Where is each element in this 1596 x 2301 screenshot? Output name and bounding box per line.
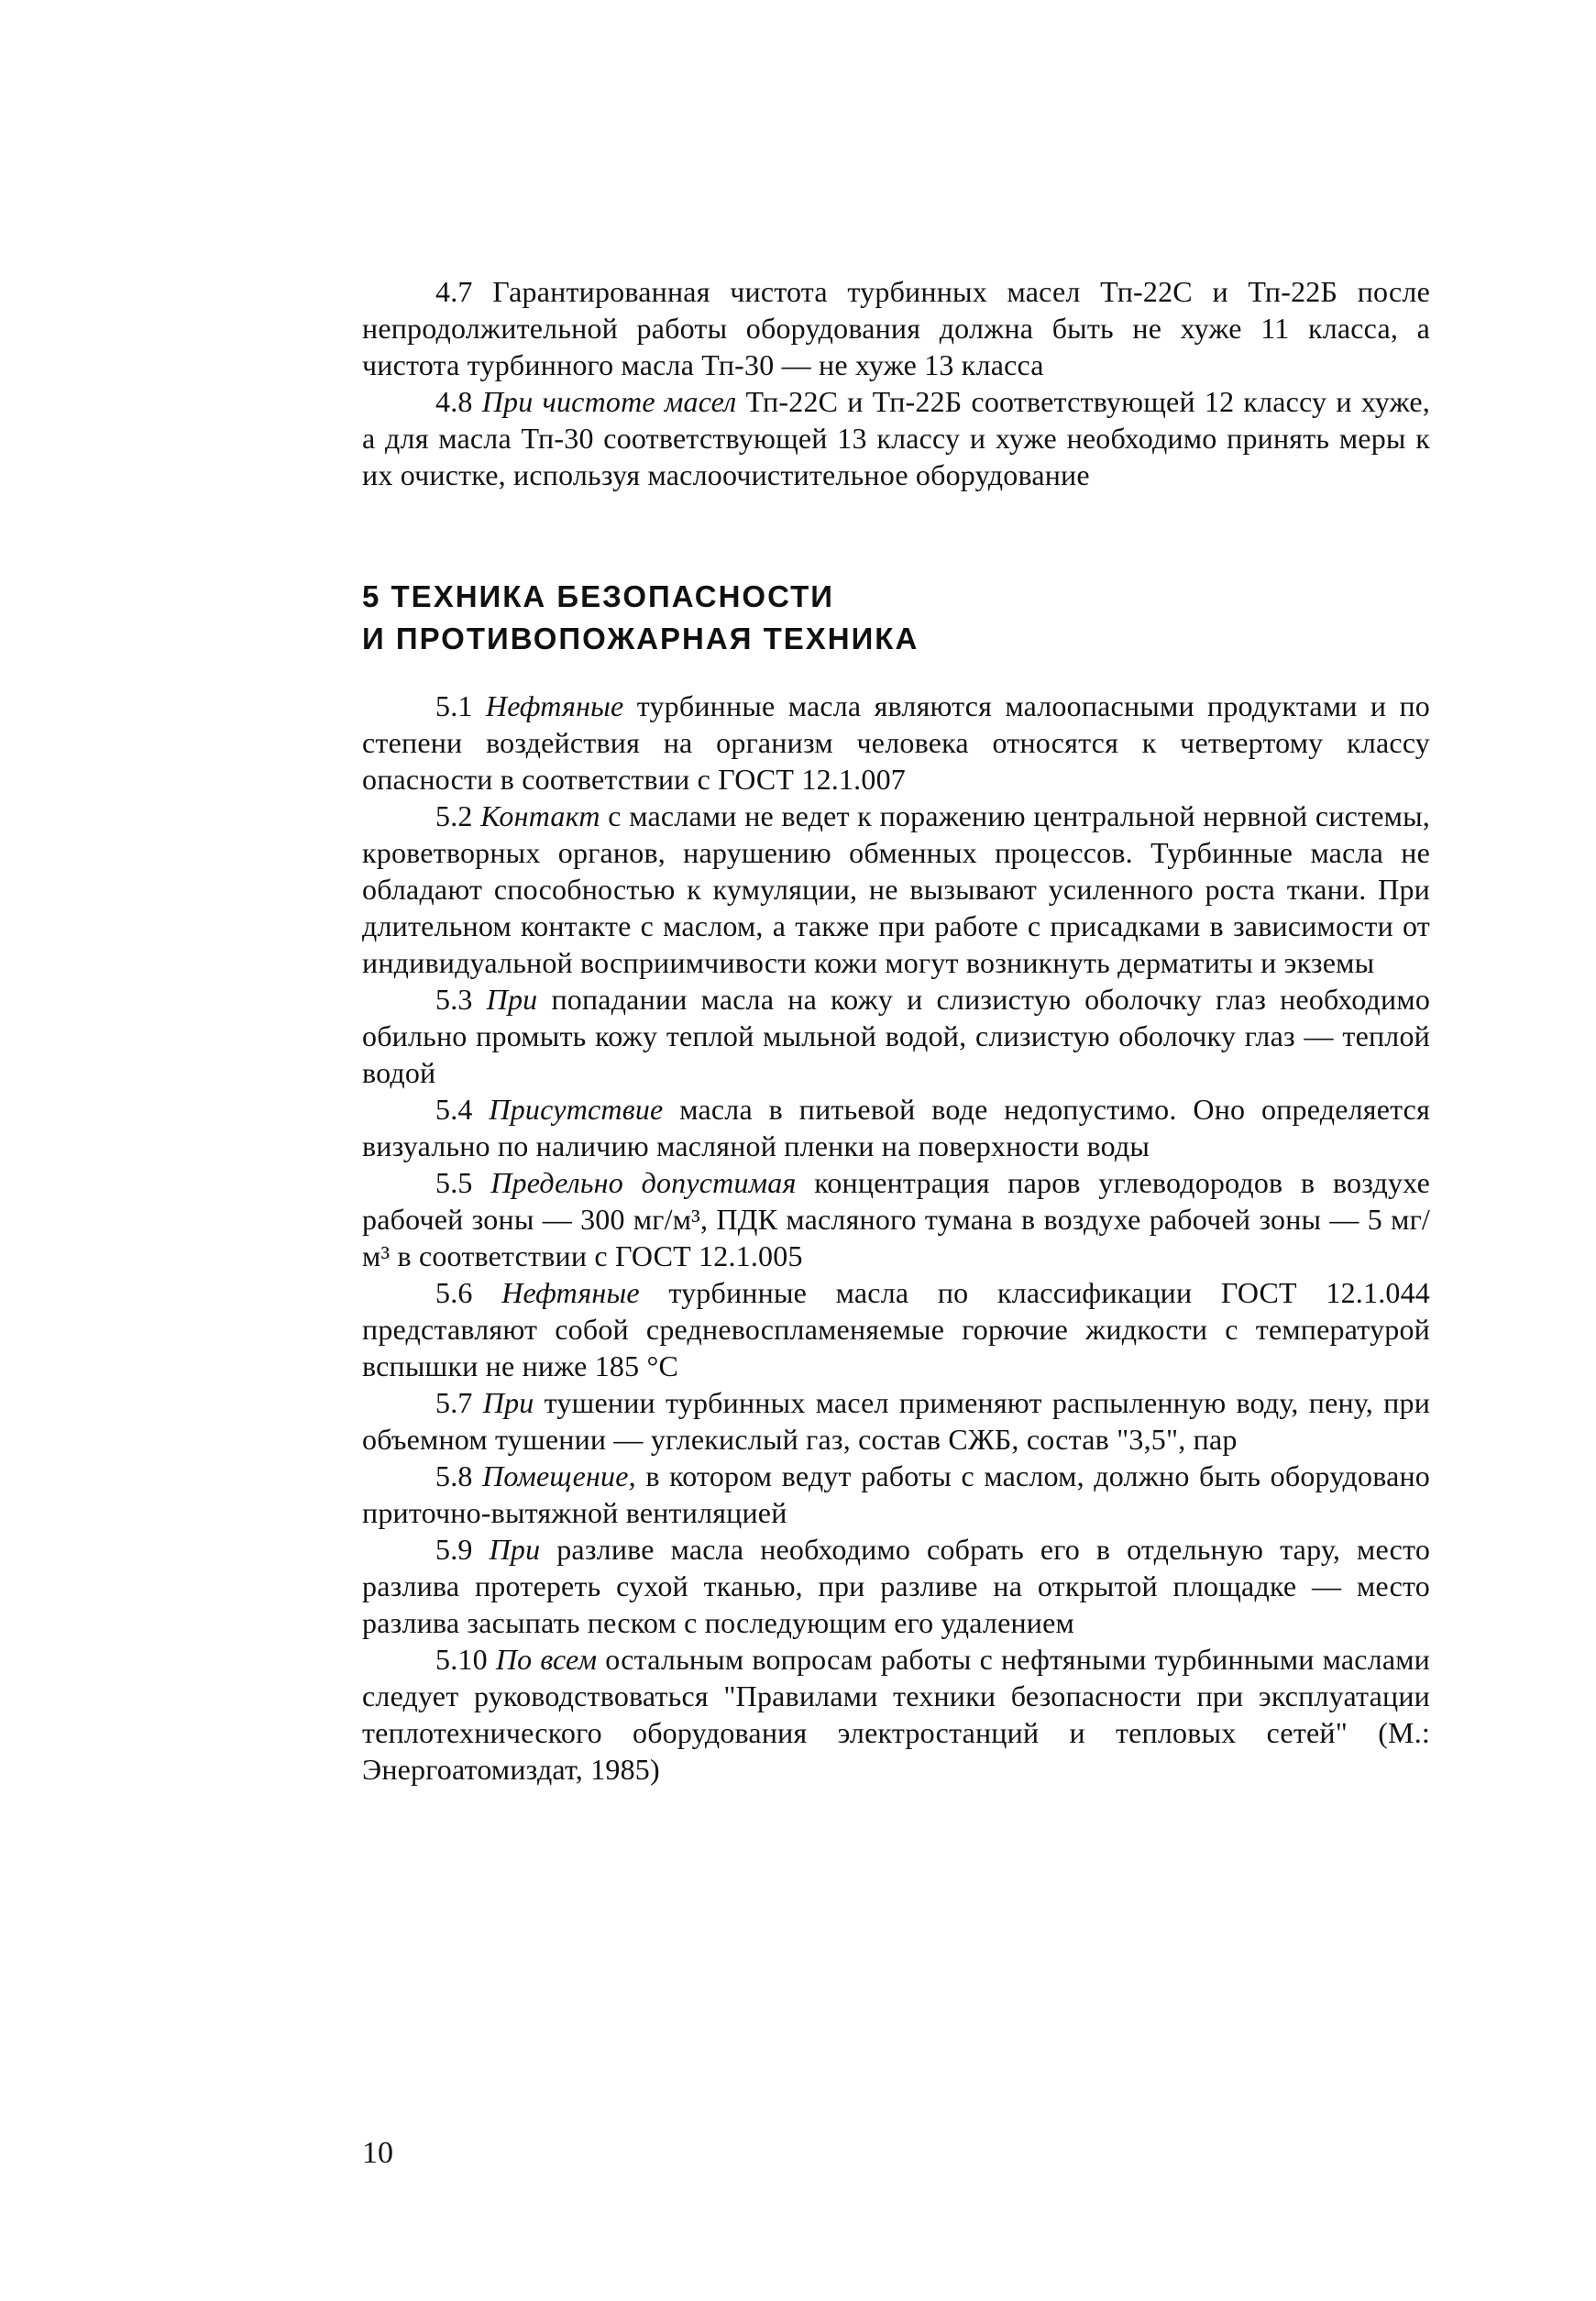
paragraph-text: разливе масла необходимо собрать его в отдельную тару, место разлива протереть сухой тканью, при разливе на открытой площадке — место разлива засыпать песком с последующим его удалением: [362, 1533, 1431, 1639]
paragraph-lead: Контакт: [480, 799, 600, 832]
intro-block: [362, 273, 1430, 493]
section-heading: [362, 576, 1430, 660]
heading-line-2: И ПРОТИВОПОЖАРНАЯ ТЕХНИКА: [362, 622, 919, 655]
section-body: [362, 688, 1430, 1788]
paragraph-5-10: [362, 1641, 1430, 1788]
paragraph-4-7: [362, 273, 1430, 383]
paragraph-lead: Нефтяные: [501, 1276, 640, 1309]
paragraph-5-2: [362, 798, 1430, 981]
paragraph-lead: При: [486, 983, 538, 1016]
paragraph-text: остальным вопросам работы с нефтяными турбинными маслами следует руководствоваться "Правилами техники безопасности при эксплуатации теплотехнического оборудования электростанций и тепловых сетей" (М.: Энергоатомиздат, 1985): [362, 1643, 1431, 1786]
paragraph-text: турбинные масла по классификации ГОСТ 12.1.044 представляют собой средневоспламеняемые горючие жидкости с температурой вспышки не ниже 185 °С: [362, 1276, 1430, 1382]
paragraph-number: 5.10: [435, 1643, 488, 1676]
paragraph-number: 4.8: [435, 385, 473, 418]
paragraph-lead: При: [482, 1386, 534, 1419]
paragraph-5-8: [362, 1458, 1430, 1531]
paragraph-lead: При чистоте масел: [481, 385, 737, 418]
heading-line-1: 5 ТЕХНИКА БЕЗОПАСНОСТИ: [362, 579, 834, 613]
paragraph-5-3: [362, 981, 1430, 1091]
paragraph-5-1: [362, 688, 1430, 798]
paragraph-lead: Предельно допустимая: [490, 1166, 797, 1199]
paragraph-lead: Нефтяные: [485, 689, 624, 722]
paragraph-text: концентрация паров углеводородов в воздухе рабочей зоны — 300 мг/м³, ПДК масляного тумана в воздухе рабочей зоны — 5 мг/м³ в соответствии с ГОСТ 12.1.005: [362, 1166, 1430, 1272]
paragraph-text: турбинные масла являются малоопасными продуктами и по степени воздействия на организм человека относятся к четвертому классу опасности в соответствии с ГОСТ 12.1.007: [362, 689, 1430, 796]
paragraph-text: тушении турбинных масел применяют распыленную воду, пену, при объемном тушении — углекислый газ, состав СЖБ, состав "3,5", пар: [362, 1386, 1431, 1456]
paragraph-text: Тп-22С и Тп-22Б после непродолжительной работы оборудования должна быть не хуже 11 класса, а чистота турбинного масла Тп-30 — не хуже 13 класса: [362, 275, 1430, 381]
paragraph-5-9: [362, 1531, 1430, 1641]
paragraph-lead: При: [489, 1533, 541, 1566]
paragraph-text: попадании масла на кожу и слизистую оболочку глаз необходимо обильно промыть кожу теплой мыльной водой, слизистую оболочку глаз — теплой водой: [362, 983, 1431, 1089]
paragraph-number: 5.4: [435, 1093, 473, 1126]
paragraph-lead: Присутствие: [489, 1093, 664, 1126]
paragraph-text: Тп-22С и Тп-22Б соответствующей 12 классу и хуже, а для масла Тп-30 соответствующей 13 классу и хуже необходимо принять меры к их очистке, используя маслоочистительное оборудование: [362, 385, 1431, 491]
paragraph-5-5: [362, 1164, 1430, 1274]
paragraph-prefix: 4.7 Гарантированная чистота турбинных масел: [435, 275, 1081, 308]
paragraph-text: масла в питьевой воде недопустимо. Оно определяется визуально по наличию масляной пленки на поверхности воды: [362, 1093, 1431, 1162]
paragraph-number: 5.2: [435, 799, 473, 832]
paragraph-number: 5.8: [435, 1459, 473, 1492]
paragraph-5-4: [362, 1091, 1430, 1164]
paragraph-4-8: [362, 383, 1430, 493]
paragraph-number: 5.1: [435, 689, 473, 722]
paragraph-number: 5.3: [435, 983, 473, 1016]
paragraph-5-6: [362, 1274, 1430, 1384]
page-number: 10: [362, 2136, 393, 2170]
paragraph-lead: По всем: [495, 1643, 598, 1676]
paragraph-number: 5.9: [435, 1533, 473, 1566]
paragraph-number: 5.7: [435, 1386, 473, 1419]
paragraph-text: в котором ведут работы с маслом, должно быть оборудовано приточно-вытяжной вентиляцией: [362, 1459, 1431, 1529]
paragraph-number: 5.5: [435, 1166, 473, 1199]
paragraph-text: с маслами не ведет к поражению центральной нервной системы, кроветворных органов, нарушению обменных процессов. Турбинные масла не обладают способностью к кумуляции, не вызывают усиленного роста ткани. При длительном контакте с маслом, а также при работе с присадками в зависимости от индивидуальной восприимчивости кожи могут возникнуть дерматиты и экземы: [362, 799, 1431, 979]
paragraph-lead: Помещение,: [482, 1459, 636, 1492]
paragraph-5-7: [362, 1384, 1430, 1458]
paragraph-number: 5.6: [435, 1276, 473, 1309]
